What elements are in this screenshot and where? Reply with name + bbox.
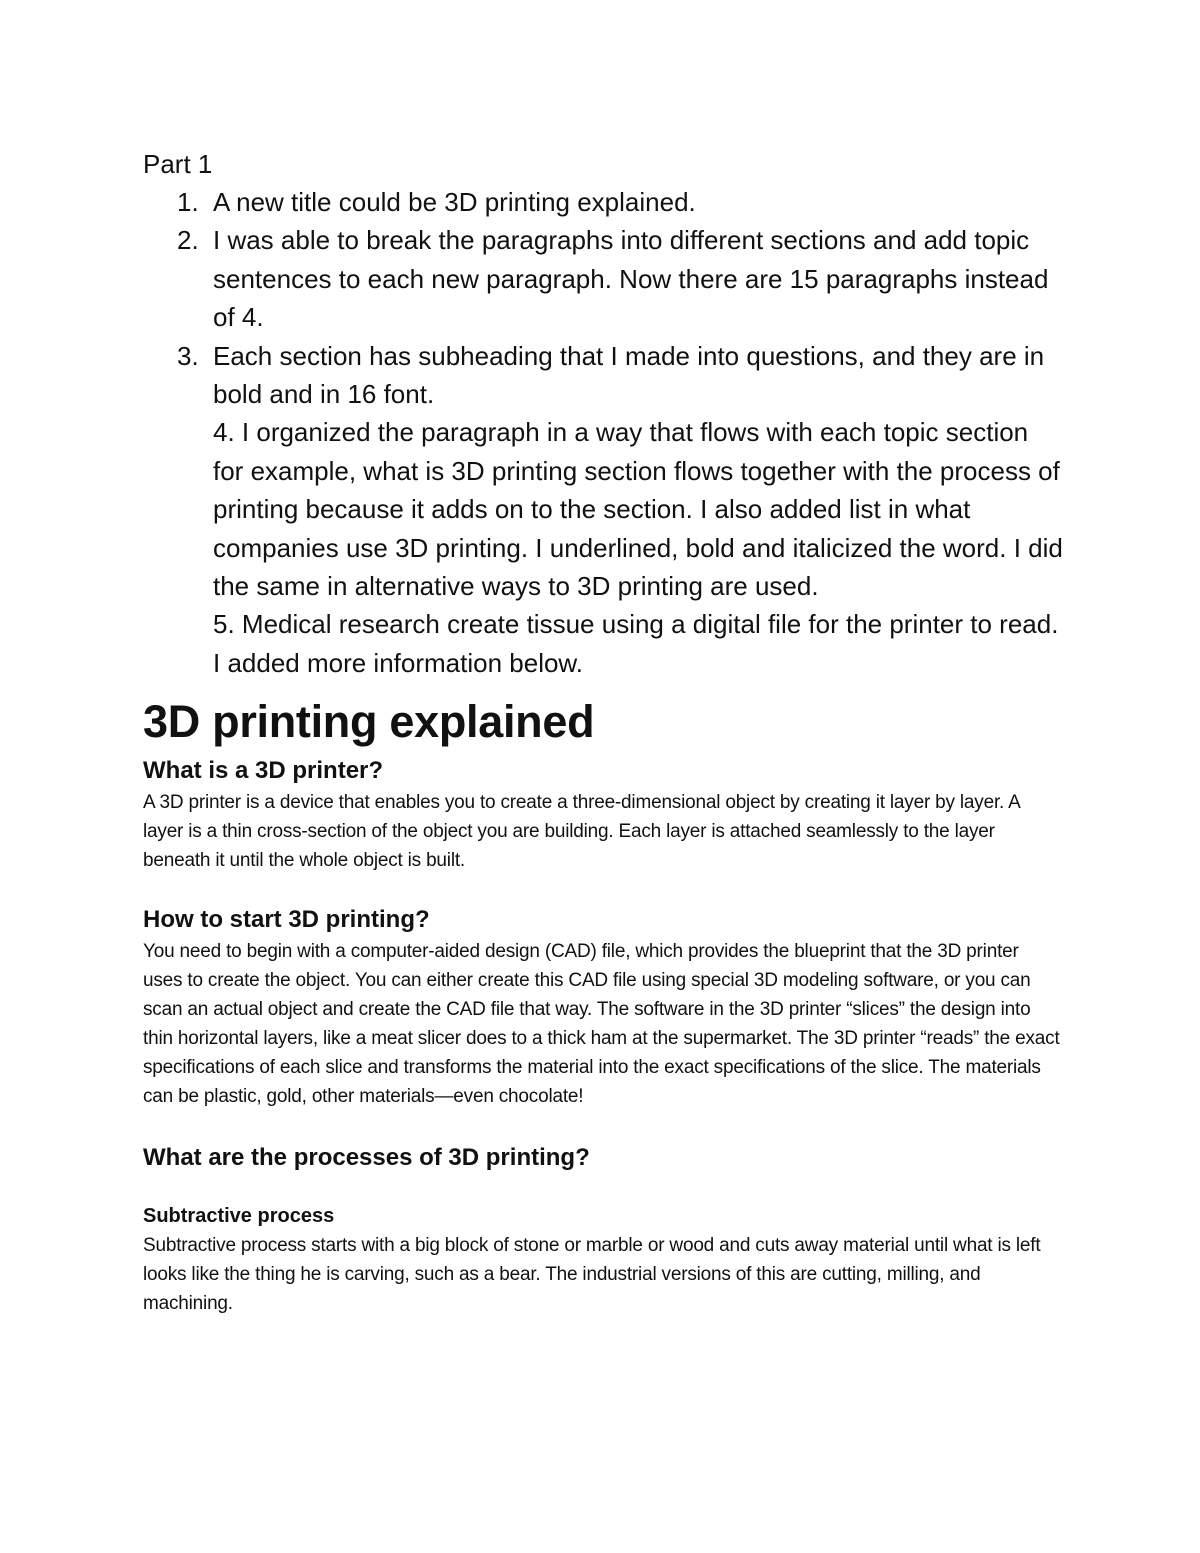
list-item-text: Each section has subheading that I made into questions, and they are in bold and in 16 font. bbox=[213, 340, 1045, 410]
part-label: Part 1 bbox=[143, 149, 213, 179]
document-content bbox=[143, 145, 1063, 1318]
list-item-text: I was able to break the paragraphs into different sections and add topic sentences to each new paragraph. Now there are 15 paragraphs instead of 4. bbox=[213, 225, 1049, 333]
subsection-heading-subtractive: Subtractive process bbox=[143, 1205, 335, 1228]
list-item-text: A new title could be 3D printing explained. bbox=[213, 187, 696, 217]
list-item bbox=[143, 337, 1063, 414]
document-title: 3D printing explained bbox=[143, 696, 595, 748]
section-heading-what-is: What is a 3D printer? bbox=[143, 757, 384, 785]
list-item bbox=[143, 221, 1063, 336]
list-number: 2. bbox=[177, 225, 199, 256]
subsection-body-subtractive: Subtractive process starts with a big block of stone or marble or wood and cuts away material until what is left looks like the thing he is carving, such as a bear. The industrial versions of this are cutting, milling, and machining. bbox=[143, 1235, 1041, 1315]
list-item-text: 5. Medical research create tissue using a digital file for the printer to read. I added more information below. bbox=[213, 609, 1059, 678]
list-item bbox=[143, 413, 1063, 605]
section-heading-processes: What are the processes of 3D printing? bbox=[143, 1144, 590, 1172]
list-item-text: 4. I organized the paragraph in a way that flows with each topic section for example, what is 3D printing section flows together with the process of printing because it adds on to the section. I also added list in what companies use 3D printing. I underlined, bold and italicized the word. I did the same in alternative ways to 3D printing are used. bbox=[213, 417, 1063, 602]
list-number: 1. bbox=[177, 187, 199, 217]
section-body-how-to-start: You need to begin with a computer-aided design (CAD) file, which provides the blueprint that the 3D printer uses to create the object. You can either create this CAD file using special 3D modeling software, or you can scan an actual object and create the CAD file that way. The software in the 3D printer “slices” the design into thin horizontal layers, like a meat slicer does to a thick ham at the supermarket. The 3D printer “reads” the exact specifications of each slice and transforms the material into the exact specifications of the slice. The materials can be plastic, gold, other materials—even chocolate! bbox=[143, 941, 1060, 1108]
list-item bbox=[143, 183, 1063, 221]
answer-list bbox=[143, 183, 1063, 682]
list-item bbox=[143, 605, 1063, 682]
section-heading-how-to-start: How to start 3D printing? bbox=[143, 906, 430, 934]
list-number: 3. bbox=[177, 340, 199, 371]
section-body-what-is: A 3D printer is a device that enables you to create a three-dimensional object by creating it layer by layer. A layer is a thin cross-section of the object you are building. Each layer is attached seamlessly to the layer beneath it until the whole object is built. bbox=[143, 792, 1020, 872]
